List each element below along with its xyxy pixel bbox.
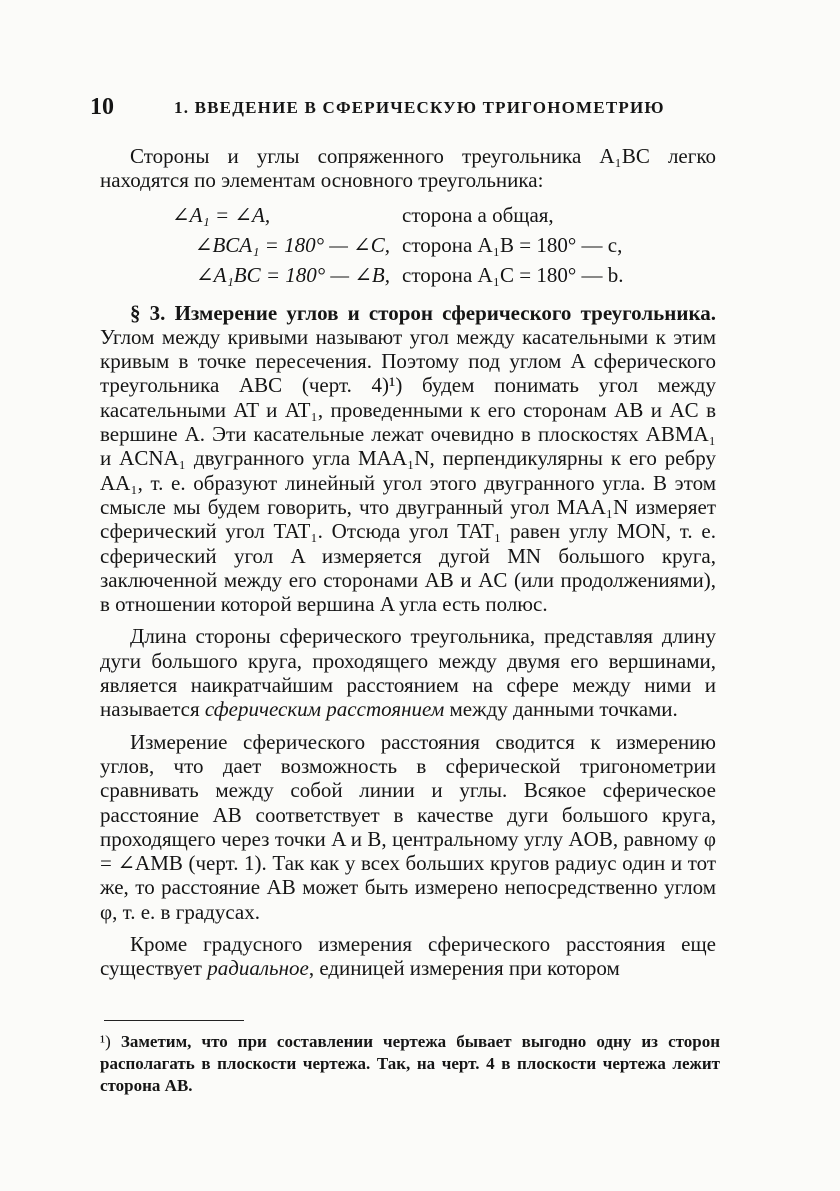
formula-row [100, 203, 716, 233]
para4-text-before: Кроме градусного измерения сферического расстояния еще существует [100, 932, 716, 981]
formula-lhs: ∠A₁BC = 180° — ∠B, [196, 262, 390, 287]
para2-text-before: Длина стороны сферического треугольника, представляя длину дуги большого круга, проходящего между двумя его вершинами, является наикратчайшим расстоянием на сфере между ними и называется [100, 624, 716, 722]
formula-row [100, 263, 716, 293]
formula-rhs: сторона a общая, [402, 202, 554, 227]
main-text [100, 144, 716, 981]
section-paragraph [100, 301, 716, 617]
paragraph-2 [100, 624, 716, 721]
footnote-marker: ¹) [100, 1032, 111, 1051]
footnote [100, 1031, 720, 1097]
formula-rhs: сторона A₁C = 180° — b. [402, 262, 624, 287]
para2-text-after: между данными точками. [449, 697, 678, 722]
footnote-text: Заметим, что при составлении чертежа бывает выгодно одну из сторон располагать в плоскости чертежа. Так, на черт. 4 в плоскости чертежа лежит сторона AB. [100, 1032, 720, 1095]
formula-lhs: ∠BCA₁ = 180° — ∠C, [194, 232, 390, 257]
paragraph-3: Измерение сферического расстояния сводится к измерению углов, что дает возможность в сферической тригонометрии сравнивать между собой линии и углы. Всякое сферическое расстояние AB соответствует в качестве дуги большого круга, проходящего через точки A и B, центральному углу AOB, равному φ = ∠AMB (черт. 1). Так как у всех больших кругов радиус один и тот же, то расстояние AB может быть измерено непосредственно углом φ, т. е. в градусах. [100, 729, 716, 924]
section-heading: § 3. Измерение углов и сторон сферического треугольника. [130, 300, 716, 325]
paragraph-4 [100, 932, 716, 981]
term-spherical-distance: сферическим расстоянием [204, 697, 445, 722]
formula-row [100, 233, 716, 263]
page-number: 10 [90, 94, 114, 120]
section-text: Углом между кривыми называют угол между касательными к этим кривым в точке пересечения. Поэтому под углом A сферического треугольника ABC (черт. 4)¹) будем понимать угол между касательными AT и AT₁, проведенными к его сторонам AB и AC в вершине A. Эти касательные лежат очевидно в плоскостях ABMA₁ и ACNA₁ двугранного угла MAA₁N, перпендикулярны к его ребру AA₁, т. е. образуют линейный угол этого двугранного угла. В этом смысле мы будем говорить, что двугранный угол MAA₁N измеряет сферический угол TAT₁. Отсюда угол TAT₁ равен углу MON, т. е. сферический угол A измеряется дугой MN большого круга, заключенной между его сторонами AB и AC (или продолжениями), в отношении которой вершина A угла есть полюс. [100, 324, 716, 617]
para4-text-after: , единицей измерения при котором [308, 956, 620, 981]
formula-rhs: сторона A₁B = 180° — c, [402, 232, 623, 257]
formula-lhs: ∠A₁ = ∠A, [172, 202, 271, 227]
term-radial: радиальное [207, 956, 309, 981]
footnote-rule [104, 1020, 244, 1021]
page-header [90, 94, 730, 124]
running-head: 1. ВВЕДЕНИЕ В СФЕРИЧЕСКУЮ ТРИГОНОМЕТРИЮ [174, 98, 665, 117]
formula-block [100, 197, 716, 293]
intro-paragraph: Стороны и углы сопряженного треугольника A₁BC легко находятся по элементам основного треугольника: [100, 144, 716, 193]
